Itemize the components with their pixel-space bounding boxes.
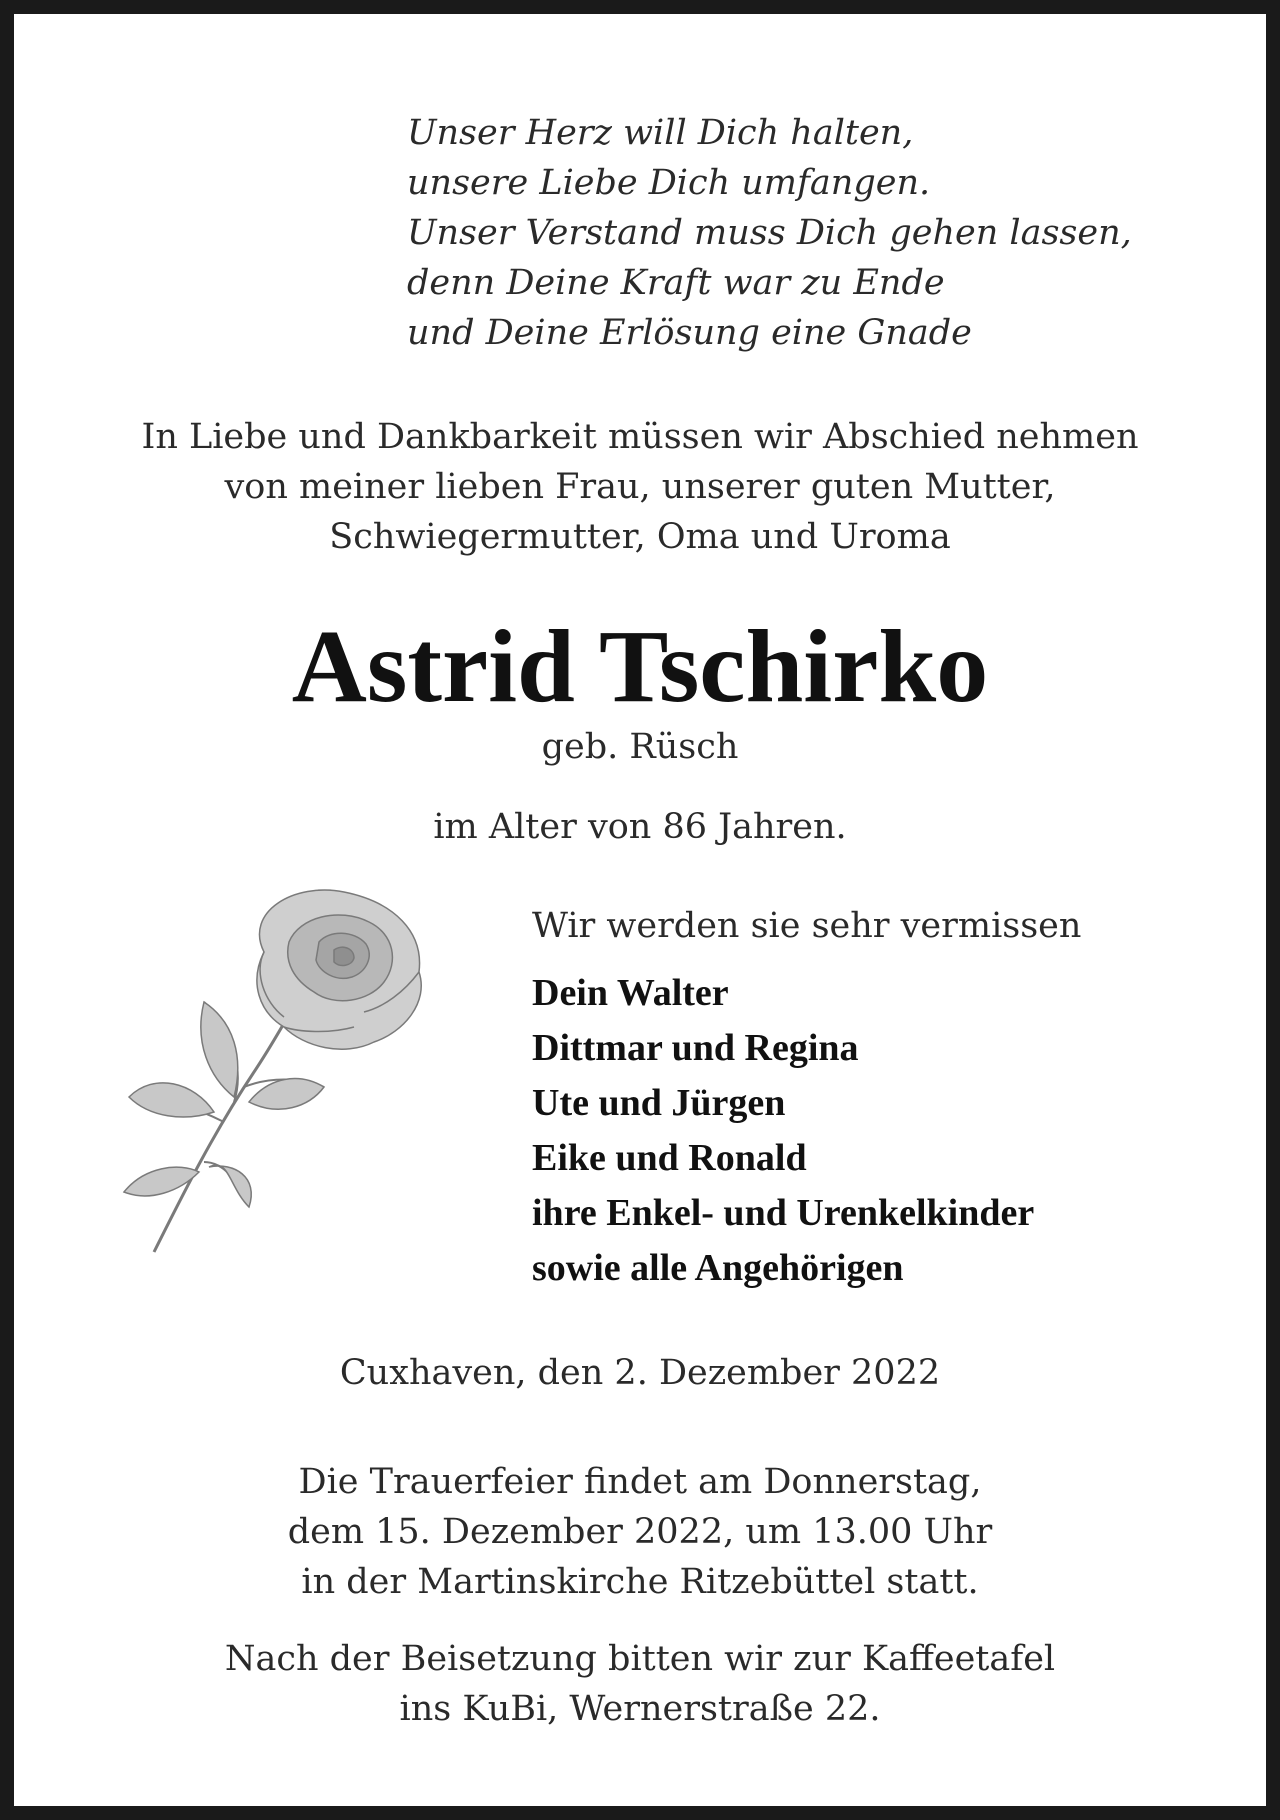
- poem-line: und Deine Erlösung eine Gnade: [407, 313, 972, 353]
- mourner-name: Dittmar und Regina: [532, 1027, 859, 1069]
- after-line: Nach der Beisetzung bitten wir zur Kaffeetafel: [224, 1639, 1056, 1679]
- intro-line: von meiner lieben Frau, unserer guten Mutter,: [224, 467, 1056, 507]
- mourners-names: [532, 966, 1081, 1296]
- mourner-name: Eike und Ronald: [532, 1137, 807, 1179]
- mourner-name: Dein Walter: [532, 972, 729, 1014]
- poem-line: unsere Liebe Dich umfangen.: [407, 163, 931, 203]
- mourner-name: ihre Enkel- und Urenkelkinder: [532, 1192, 1035, 1234]
- poem-line: Unser Verstand muss Dich gehen lassen,: [407, 213, 1132, 253]
- place-date: Cuxhaven, den 2. Dezember 2022: [339, 1353, 941, 1393]
- mourners-block: [532, 904, 1081, 1296]
- poem-line: Unser Herz will Dich halten,: [407, 113, 914, 153]
- age-line: im Alter von 86 Jahren.: [433, 807, 847, 847]
- rose-illustration: [84, 872, 484, 1272]
- intro-line: Schwiegermutter, Oma und Uroma: [329, 517, 951, 557]
- poem: [407, 108, 1132, 358]
- reception-info: [14, 1634, 1266, 1734]
- intro-line: In Liebe und Dankbarkeit müssen wir Abschied nehmen: [141, 417, 1139, 457]
- after-line: ins KuBi, Wernerstraße 22.: [399, 1689, 881, 1729]
- deceased-name: Astrid Tschirko: [291, 609, 989, 724]
- service-line: Die Trauerfeier findet am Donnerstag,: [298, 1462, 982, 1502]
- mourner-name: Ute und Jürgen: [532, 1082, 786, 1124]
- poem-line: denn Deine Kraft war zu Ende: [407, 263, 945, 303]
- service-line: dem 15. Dezember 2022, um 13.00 Uhr: [287, 1512, 993, 1552]
- intro-text: [14, 412, 1266, 562]
- service-line: in der Martinskirche Ritzebüttel statt.: [301, 1562, 979, 1602]
- obituary-card: [14, 14, 1266, 1806]
- born-name: geb. Rüsch: [541, 727, 739, 767]
- mourners-lead: Wir werden sie sehr vermissen: [532, 906, 1082, 946]
- funeral-service-info: [14, 1457, 1266, 1607]
- mourner-name: sowie alle Angehörigen: [532, 1247, 904, 1289]
